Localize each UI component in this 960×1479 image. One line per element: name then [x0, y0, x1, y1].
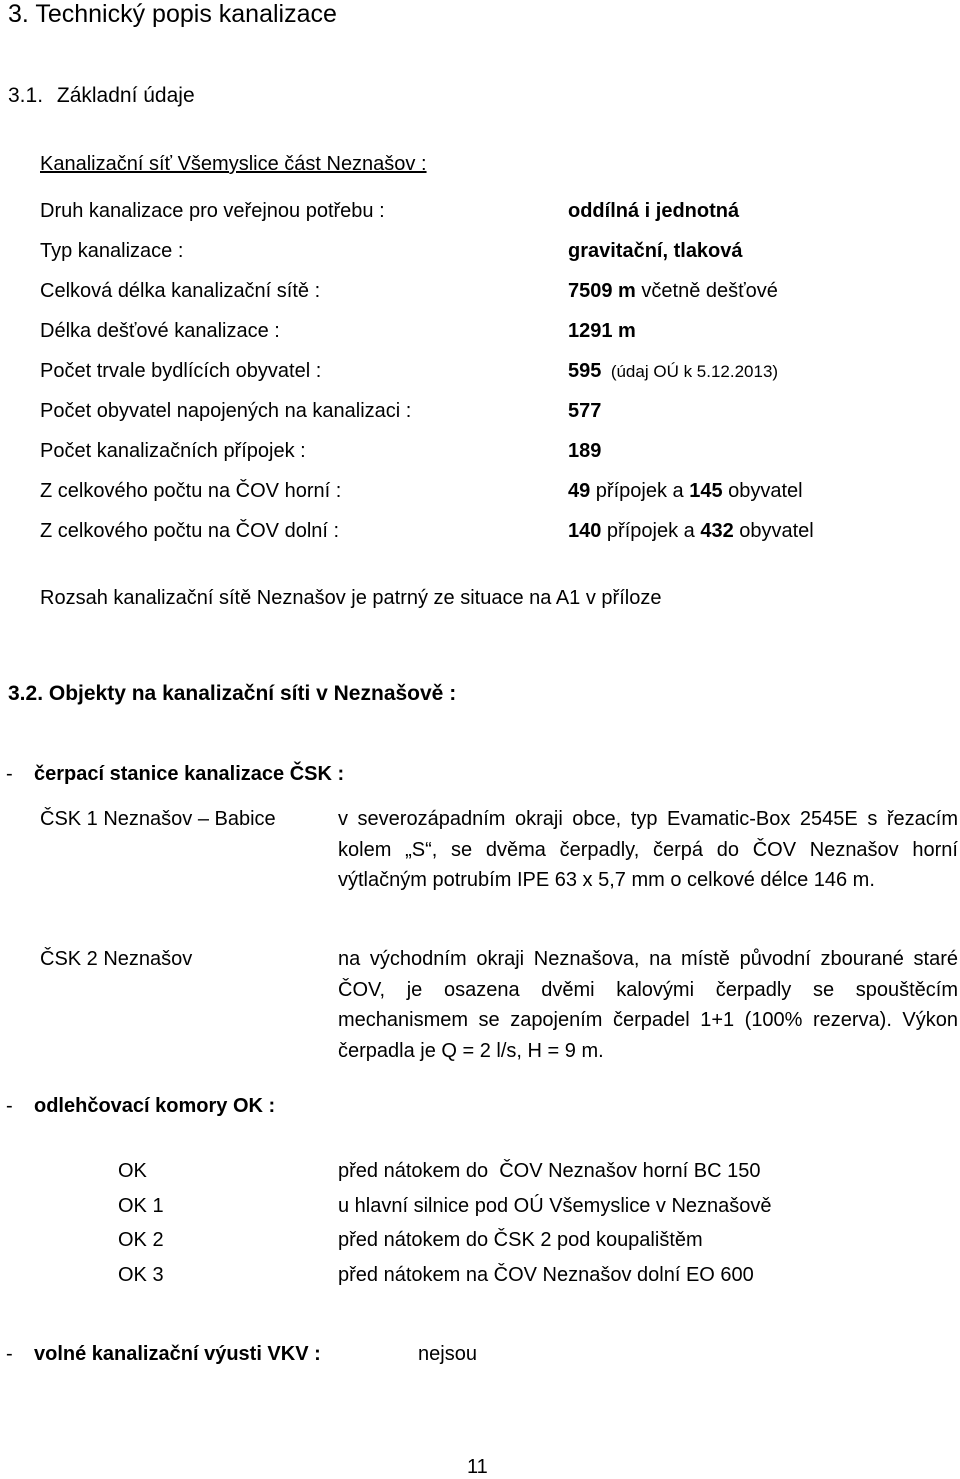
row-label: Počet trvale bydlících obyvatel : — [40, 360, 322, 382]
overflow-chamber-desc: u hlavní silnice pod OÚ Všemyslice v Neznašově — [338, 1195, 772, 1217]
outlets-heading: volné kanalizační výusti VKV : — [34, 1343, 321, 1365]
bullet-dash: - — [6, 763, 13, 785]
row-value: 140 přípojek a 432 obyvatel — [568, 520, 814, 542]
section-1-subtitle: Kanalizační síť Všemyslice část Neznašov : — [40, 153, 427, 175]
pump-station-desc: na východním okraji Neznašova, na místě původní zbourané staré ČOV, je osazena dvěmi kalovými čerpadly se spouštěcím mechanismem se zapojením čerpadel 1+1 (100% rezerva). Výkon čerpadla je Q = 2 l/s, H = 9 m. — [338, 948, 958, 1062]
overflow-chamber-name: OK 1 — [118, 1195, 164, 1217]
overflow-chamber-name: OK — [118, 1160, 147, 1182]
row-label: Druh kanalizace pro veřejnou potřebu : — [40, 200, 385, 222]
section-1-number: 3.1. — [8, 84, 44, 107]
row-label: Počet obyvatel napojených na kanalizaci : — [40, 400, 412, 422]
overflow-chamber-name: OK 2 — [118, 1229, 164, 1251]
row-value: 1291 m — [568, 320, 636, 342]
row-value: gravitační, tlaková — [568, 240, 743, 262]
bullet-dash: - — [6, 1343, 13, 1365]
overflow-chamber-desc: před nátokem do ČSK 2 pod koupalištěm — [338, 1229, 703, 1251]
bullet-dash: - — [6, 1095, 13, 1117]
row-label: Z celkového počtu na ČOV horní : — [40, 480, 342, 502]
row-label: Typ kanalizace : — [40, 240, 184, 262]
pump-station-desc: v severozápadním okraji obce, typ Evamatic-Box 2545E s řezacím kolem „S“, se dvěma čerpadly, čerpá do ČOV Neznašov horní výtlačným potrubím IPE 63 x 5,7 mm o celkové délce 146 m. — [338, 808, 958, 891]
pump-station-name: ČSK 2 Neznašov — [40, 948, 193, 970]
row-label: Celková délka kanalizační sítě : — [40, 280, 321, 302]
row-label: Z celkového počtu na ČOV dolní : — [40, 520, 340, 542]
overflow-chamber-name: OK 3 — [118, 1264, 164, 1286]
pump-station-name: ČSK 1 Neznašov – Babice — [40, 808, 276, 830]
row-value: 49 přípojek a 145 obyvatel — [568, 480, 803, 502]
row-value: 595 (údaj OÚ k 5.12.2013) — [568, 360, 779, 382]
section-1-title — [8, 84, 195, 108]
row-value: 577 — [568, 400, 602, 422]
extent-note: Rozsah kanalizační sítě Neznašov je patrný ze situace na A1 v příloze — [40, 587, 662, 609]
overflow-chambers-heading: odlehčovací komory OK : — [34, 1095, 276, 1117]
pump-stations-heading: čerpací stanice kanalizace ČSK : — [34, 763, 345, 785]
row-label: Počet kanalizačních přípojek : — [40, 440, 306, 462]
page-heading: 3. Technický popis kanalizace — [8, 0, 337, 28]
section-2-title: 3.2. Objekty na kanalizační síti v Neznašově : — [8, 682, 457, 705]
row-label: Délka dešťové kanalizace : — [40, 320, 280, 342]
row-value: 189 — [568, 440, 602, 462]
page-number: 11 — [467, 1456, 488, 1478]
row-value: oddílná i jednotná — [568, 200, 740, 222]
row-value: 7509 m včetně dešťové — [568, 280, 778, 302]
overflow-chamber-desc: před nátokem do ČOV Neznašov horní BC 150 — [338, 1160, 761, 1182]
overflow-chamber-desc: před nátokem na ČOV Neznašov dolní EO 600 — [338, 1264, 754, 1286]
outlets-value: nejsou — [418, 1343, 477, 1365]
section-1-title-text: Základní údaje — [56, 84, 195, 107]
